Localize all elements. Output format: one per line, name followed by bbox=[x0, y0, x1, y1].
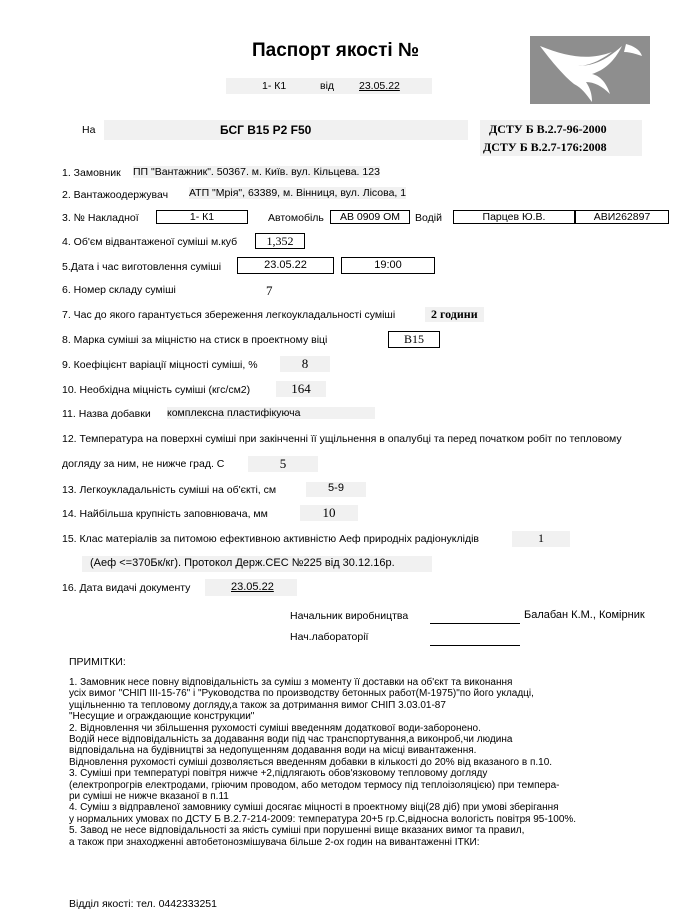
invoice-label: 3. № Накладної bbox=[62, 212, 139, 224]
lab-label: Нач.лабораторії bbox=[290, 631, 369, 643]
workability-time-label: 7. Час до якого гарантується збереження легкоукладальності суміші bbox=[62, 309, 396, 321]
passport-number: 1- К1 bbox=[262, 80, 287, 92]
workability-value: 5-9 bbox=[306, 482, 366, 497]
note-line: 2. Відновлення чи збільшення рухомості суміші введенням додаткової води-заборонено. bbox=[69, 722, 481, 734]
grade-value: В15 bbox=[388, 331, 440, 348]
temp-label-1: 12. Температура на поверхні суміші при закінченні її ущільнення в опалубці та перед початком робіт по тепловому bbox=[62, 433, 622, 445]
consignee-label: 2. Вантажоодержувач bbox=[62, 189, 169, 201]
made-time: 19:00 bbox=[341, 257, 435, 274]
lab-signature-line bbox=[430, 645, 520, 646]
from-label: від bbox=[320, 80, 335, 92]
additive-label: 11. Назва добавки bbox=[62, 408, 151, 420]
temp-value: 5 bbox=[248, 456, 318, 472]
note-line: а також при знаходженні автобетонозмішувача більше 2-ох годин на вивантаженні ІТКИ: bbox=[69, 836, 480, 848]
class-label: 15. Клас матеріалів за питомою ефективною активністю Аеф природніх радіонуклідів bbox=[62, 533, 479, 545]
passport-date: 23.05.22 bbox=[359, 80, 400, 92]
note-line: усіх вимог "СНІП ІІІ-15-76" і "Руководства по производству бетонных работ(М-1975)"по його укладці, bbox=[69, 688, 534, 700]
grade-label: 8. Марка суміші за міцністю на стиск в проектному віці bbox=[62, 334, 328, 346]
customer-label: 1. Замовник bbox=[62, 167, 121, 179]
composition-value: 7 bbox=[266, 283, 273, 298]
temp-label-2: догляду за ним, не нижче град. С bbox=[62, 458, 225, 470]
notes-block bbox=[69, 677, 576, 848]
driver-label: Водій bbox=[415, 212, 442, 224]
notes-heading: ПРИМІТКИ: bbox=[69, 656, 126, 668]
invoice-value: 1- К1 bbox=[156, 210, 248, 224]
head-names: Балабан К.М., Комірник bbox=[524, 609, 645, 621]
workability-time-value: 2 години bbox=[425, 307, 484, 322]
note-line: у нормальних умовах по ДСТУ Б В.2.7-214-2009: температура 20+5 гр.С,відносна вологість повітря 95-100%. bbox=[69, 813, 577, 825]
note-line: 1. Замовник несе повну відповідальність за суміш з моменту її доставки на об'єкт та виконання bbox=[69, 677, 513, 688]
note-line: "Несущие и ограждающие конструкции" bbox=[69, 711, 255, 723]
consignee-value: АТП "Мрія", 63389, м. Вінниця, вул. Лісова, 1 bbox=[189, 187, 407, 199]
composition-label: 6. Номер складу суміші bbox=[62, 284, 176, 296]
note-line: ущільненню та тепловому догляду,а також за дотримання вимог СНІП 3.03.01-87 bbox=[69, 699, 446, 711]
variation-value: 8 bbox=[280, 356, 330, 372]
customer-value: ПП "Вантажник". 50367. м. Київ. вул. Кільцева. 123 bbox=[133, 166, 380, 178]
note-line: Відновлення рухомості суміші дозволяється введенням добавки в кількості до 20% від вказаного в п.10. bbox=[69, 756, 553, 768]
head-label: Начальник виробництва bbox=[290, 610, 409, 622]
strength-label: 10. Необхідна міцність суміші (кгс/см2) bbox=[62, 384, 251, 396]
vehicle-value: АВ 0909 ОМ bbox=[330, 210, 410, 224]
volume-label: 4. Об'єм відвантаженої суміші м.куб bbox=[62, 236, 238, 248]
note-line: Водій несе відповідальність за додавання води під час транспортування,а виконроб,чи людина bbox=[69, 734, 513, 746]
made-date: 23.05.22 bbox=[237, 257, 334, 274]
aggregate-label: 14. Найбільша крупність заповнювача, мм bbox=[62, 508, 268, 520]
footer-contact: Відділ якості: тел. 0442333251 bbox=[69, 898, 217, 910]
standard-2: ДСТУ Б В.2.7-176:2008 bbox=[483, 140, 607, 154]
volume-value: 1,352 bbox=[255, 233, 305, 249]
class-value: 1 bbox=[512, 531, 570, 547]
note-line: 4. Суміш з відправленої замовнику суміші досягає міцності в проектному віці(28 діб) при умові зберігання bbox=[69, 802, 559, 814]
note-line: відповідальна на будівництві за недопущенням додавання води на місці вивантаження. bbox=[69, 745, 477, 757]
aggregate-value: 10 bbox=[300, 505, 358, 521]
na-label: На bbox=[82, 124, 96, 136]
issue-label: 16. Дата видачі документу bbox=[62, 582, 191, 594]
driver-license: АВИ262897 bbox=[575, 210, 669, 224]
document-title: Паспорт якості № bbox=[252, 40, 420, 61]
company-logo bbox=[530, 36, 650, 104]
product-name: БСГ В15 Р2 F50 bbox=[220, 123, 312, 137]
driver-value: Парцев Ю.В. bbox=[453, 210, 575, 224]
note-line: 5. Завод не несе відповідальності за якість суміші при порушенні вище вказаних вимог та правил, bbox=[69, 825, 525, 837]
standard-1: ДСТУ Б В.2.7-96-2000 bbox=[489, 122, 607, 136]
bird-logo-icon bbox=[530, 36, 650, 104]
head-signature-line bbox=[430, 623, 520, 624]
variation-label: 9. Коефіцієнт варіації міцності суміші, % bbox=[62, 359, 258, 371]
issue-date: 23.05.22 bbox=[231, 581, 274, 593]
vehicle-label: Автомобіль bbox=[268, 212, 324, 224]
workability-label: 13. Легкоукладальність суміші на об'єкті, см bbox=[62, 484, 277, 496]
note-line: ри суміші не нижче вказаної в п.11 bbox=[69, 791, 229, 803]
made-label: 5.Дата і час виготовлення суміші bbox=[62, 261, 222, 273]
note-line: 3. Суміші при температурі повітря нижче +2,підлягають обов'язковому тепловому догляду bbox=[69, 768, 488, 780]
additive-value: комплексна пластифікуюча bbox=[167, 407, 375, 419]
protocol-text: (Аеф <=370Бк/кг). Протокол Держ.СЕС №225 від 30.12.16р. bbox=[90, 557, 395, 569]
note-line: (електропрогрів електродами, гріючим проводом, або методом термосу під теплоізоляцією) при темпера- bbox=[69, 779, 560, 791]
strength-value: 164 bbox=[276, 381, 326, 397]
